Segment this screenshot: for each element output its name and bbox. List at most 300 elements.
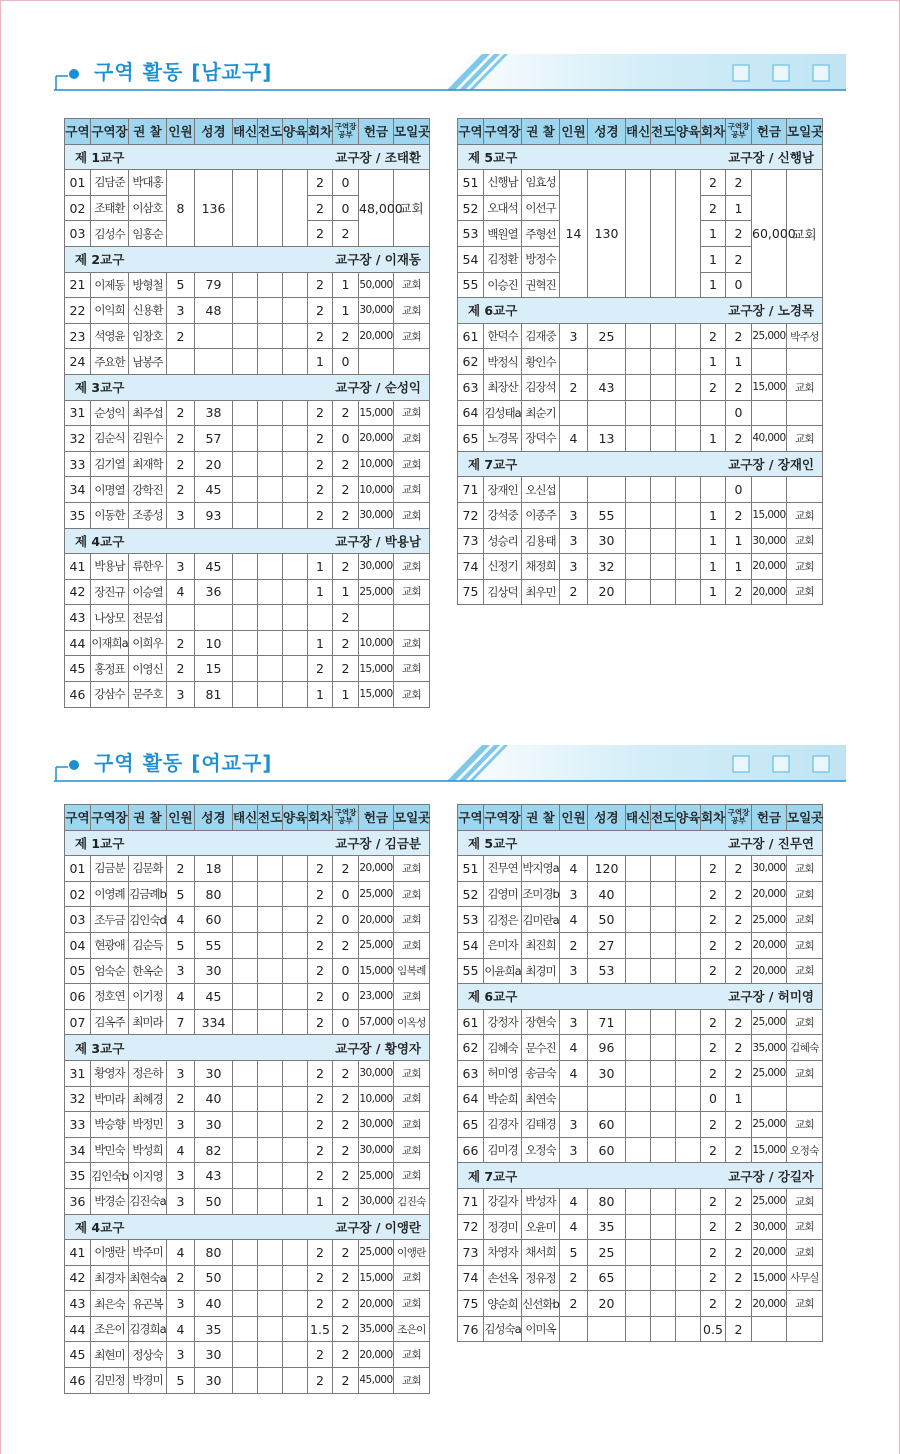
cell-leader-study: 2 xyxy=(726,1265,752,1291)
cell-offering: 30,000 xyxy=(359,1112,394,1138)
cell-meeting-place: 교회 xyxy=(787,579,823,605)
cell-evangelism xyxy=(258,579,283,605)
cell-taeshin xyxy=(233,656,258,682)
cell-evangelism xyxy=(258,958,283,984)
cell-leader: 손선옥 xyxy=(484,1265,522,1291)
table-row xyxy=(65,1060,430,1086)
cell-sessions: 2 xyxy=(701,1137,726,1163)
cell-offering: 35,000 xyxy=(752,1035,787,1061)
cell-sessions: 2 xyxy=(308,477,333,503)
section-header-men xyxy=(54,52,846,96)
cell-leader-study: 2 xyxy=(333,1086,359,1112)
cell-deacon: 김태경 xyxy=(522,1112,560,1138)
cell-bible: 35 xyxy=(195,1316,233,1342)
bullet-icon xyxy=(69,69,79,79)
cell-district: 76 xyxy=(458,1316,484,1342)
group-leader: 교구장 / 순성익 xyxy=(335,380,421,396)
cell-offering: 20,000 xyxy=(752,579,787,605)
cell-evangelism xyxy=(651,400,676,426)
section-title: 구역 활동 [여교구] xyxy=(94,751,273,775)
cell-members: 3 xyxy=(560,958,588,984)
cell-nurture xyxy=(676,1009,701,1035)
cell-taeshin xyxy=(626,1214,651,1240)
cell-leader: 이명열 xyxy=(91,477,129,503)
cell-evangelism xyxy=(651,1291,676,1317)
col-header-offering: 헌금 xyxy=(359,805,394,831)
cell-leader: 박승향 xyxy=(91,1112,129,1138)
cell-deacon: 유곤복 xyxy=(129,1291,167,1317)
cell-leader-study: 0 xyxy=(726,477,752,503)
table-row xyxy=(458,323,823,349)
cell-taeshin xyxy=(233,958,258,984)
cell-deacon: 정상숙 xyxy=(129,1342,167,1368)
cell-leader: 김기열 xyxy=(91,451,129,477)
cell-bible: 40 xyxy=(195,1291,233,1317)
table-row xyxy=(65,349,430,375)
cell-deacon: 문수진 xyxy=(522,1035,560,1061)
cell-members: 3 xyxy=(167,1163,195,1189)
cell-members: 3 xyxy=(560,554,588,580)
cell-meeting-place xyxy=(787,349,823,375)
cell-nurture xyxy=(283,656,308,682)
cell-evangelism xyxy=(651,856,676,882)
cell-leader: 엄숙순 xyxy=(91,958,129,984)
cell-bible: 334 xyxy=(195,1009,233,1035)
cell-district: 51 xyxy=(458,856,484,882)
cell-meeting-place: 교회 xyxy=(787,856,823,882)
cell-members: 2 xyxy=(560,1265,588,1291)
cell-leader: 김옥주 xyxy=(91,1009,129,1035)
cell-deacon: 방정수 xyxy=(522,246,560,272)
col-header-taeshin: 태신 xyxy=(233,805,258,831)
cell-deacon: 김미란a xyxy=(522,907,560,933)
cell-leader-study: 2 xyxy=(333,605,359,631)
cell-deacon: 최진희 xyxy=(522,932,560,958)
cell-leader-study: 2 xyxy=(726,1137,752,1163)
cell-offering: 10,000 xyxy=(359,1086,394,1112)
cell-members: 3 xyxy=(560,502,588,528)
cell-deacon: 최혜경 xyxy=(129,1086,167,1112)
table-row xyxy=(458,374,823,400)
cell-members: 2 xyxy=(560,932,588,958)
cell-offering: 15,000 xyxy=(359,1265,394,1291)
cell-nurture xyxy=(676,1265,701,1291)
cell-members xyxy=(167,605,195,631)
cell-deacon: 문주호 xyxy=(129,682,167,708)
cell-evangelism xyxy=(258,932,283,958)
cell-district: 01 xyxy=(65,170,91,196)
cell-nurture xyxy=(283,1368,308,1394)
cell-bible: 45 xyxy=(195,477,233,503)
group-header-row xyxy=(458,984,823,1010)
cell-taeshin xyxy=(233,323,258,349)
cell-members xyxy=(560,1086,588,1112)
cell-deacon: 김인숙d xyxy=(129,907,167,933)
table-row xyxy=(65,856,430,882)
table-row xyxy=(458,958,823,984)
table-row xyxy=(65,1086,430,1112)
group-leader: 교구장 / 강길자 xyxy=(728,1168,814,1184)
cell-district: 72 xyxy=(458,502,484,528)
cell-leader: 진무연 xyxy=(484,856,522,882)
group-header-row xyxy=(458,1163,823,1189)
cell-leader: 허미영 xyxy=(484,1060,522,1086)
cell-leader-study: 0 xyxy=(333,426,359,452)
cell-deacon: 최경미 xyxy=(522,958,560,984)
cell-taeshin xyxy=(626,958,651,984)
cell-deacon: 김재중 xyxy=(522,323,560,349)
cell-leader-study: 2 xyxy=(726,1214,752,1240)
cell-evangelism xyxy=(258,426,283,452)
cell-deacon: 남봉주 xyxy=(129,349,167,375)
cell-deacon: 송금숙 xyxy=(522,1060,560,1086)
cell-evangelism xyxy=(651,1035,676,1061)
cell-deacon: 정은하 xyxy=(129,1060,167,1086)
cell-meeting-place: 교회 xyxy=(787,932,823,958)
table-row xyxy=(458,1214,823,1240)
cell-taeshin xyxy=(626,502,651,528)
cell-district: 64 xyxy=(458,400,484,426)
group-header-row xyxy=(65,830,430,856)
cell-district: 22 xyxy=(65,298,91,324)
cell-taeshin xyxy=(626,426,651,452)
cell-leader: 정호연 xyxy=(91,984,129,1010)
cell-leader: 조태환 xyxy=(91,195,129,221)
cell-members: 2 xyxy=(167,400,195,426)
cell-members: 5 xyxy=(167,1368,195,1394)
cell-district: 46 xyxy=(65,682,91,708)
cell-leader: 신행남 xyxy=(484,170,522,196)
cell-deacon: 최재학 xyxy=(129,451,167,477)
cell-sessions: 2 xyxy=(701,323,726,349)
cell-bible: 30 xyxy=(195,958,233,984)
cell-sessions: 2 xyxy=(308,1060,333,1086)
cell-nurture xyxy=(676,349,701,375)
group-leader: 교구장 / 신행남 xyxy=(728,149,814,165)
cell-meeting-place: 이옥성 xyxy=(394,1009,430,1035)
table-row xyxy=(65,1240,430,1266)
cell-sessions: 1 xyxy=(701,221,726,247)
col-header-bible: 성경 xyxy=(195,119,233,145)
cell-offering: 30,000 xyxy=(752,1214,787,1240)
cell-leader-study: 2 xyxy=(333,856,359,882)
cell-members: 5 xyxy=(560,1240,588,1266)
col-header-evangelism: 전도 xyxy=(258,119,283,145)
cell-deacon: 박성자 xyxy=(522,1188,560,1214)
cell-nurture xyxy=(676,907,701,933)
cell-leader: 나상모 xyxy=(91,605,129,631)
cell-district: 54 xyxy=(458,246,484,272)
group-header xyxy=(458,144,823,170)
cell-members: 4 xyxy=(560,1188,588,1214)
cell-sessions: 2 xyxy=(308,1240,333,1266)
table-row xyxy=(458,400,823,426)
cell-taeshin xyxy=(626,1240,651,1266)
cell-bible: 93 xyxy=(195,502,233,528)
cell-members: 3 xyxy=(167,298,195,324)
cell-leader: 김민정 xyxy=(91,1368,129,1394)
cell-sessions: 2 xyxy=(308,932,333,958)
cell-bible: 45 xyxy=(195,554,233,580)
cell-evangelism xyxy=(651,528,676,554)
cell-leader: 성승리 xyxy=(484,528,522,554)
cell-evangelism xyxy=(258,1316,283,1342)
cell-offering: 20,000 xyxy=(752,881,787,907)
cell-offering: 15,000 xyxy=(359,400,394,426)
cell-offering xyxy=(752,1086,787,1112)
cell-evangelism xyxy=(651,1137,676,1163)
cell-taeshin xyxy=(626,1137,651,1163)
cell-district: 43 xyxy=(65,605,91,631)
cell-evangelism xyxy=(258,1137,283,1163)
table-row xyxy=(458,1188,823,1214)
cell-offering: 15,000 xyxy=(752,1137,787,1163)
cell-sessions: 2 xyxy=(701,195,726,221)
table-row xyxy=(458,1316,823,1342)
cell-deacon: 최순기 xyxy=(522,400,560,426)
cell-district: 45 xyxy=(65,656,91,682)
cell-taeshin xyxy=(626,1316,651,1342)
cell-deacon: 박성희 xyxy=(129,1137,167,1163)
cell-leader-study: 0 xyxy=(333,881,359,907)
cell-district: 54 xyxy=(458,932,484,958)
table-row xyxy=(65,579,430,605)
cell-sessions: 2 xyxy=(308,323,333,349)
cell-meeting-place xyxy=(787,477,823,503)
col-header-offering: 헌금 xyxy=(752,805,787,831)
cell-district: 63 xyxy=(458,374,484,400)
cell-district: 72 xyxy=(458,1214,484,1240)
cell-leader-study: 1 xyxy=(333,272,359,298)
cell-offering: 57,000 xyxy=(359,1009,394,1035)
bullet-icon xyxy=(69,760,79,770)
cell-meeting-place: 교회 xyxy=(787,426,823,452)
cell-nurture xyxy=(283,298,308,324)
cell-sessions: 1 xyxy=(701,528,726,554)
group-leader: 교구장 / 허미영 xyxy=(728,989,814,1005)
group-name: 제 6교구 xyxy=(468,303,518,319)
cell-meeting-place: 교회 xyxy=(394,1291,430,1317)
cell-members xyxy=(560,400,588,426)
table-row xyxy=(458,1112,823,1138)
cell-sessions: 1 xyxy=(701,426,726,452)
cell-offering: 23,000 xyxy=(359,984,394,1010)
cell-members: 4 xyxy=(560,856,588,882)
cell-offering: 15,000 xyxy=(359,656,394,682)
cell-evangelism xyxy=(651,958,676,984)
cell-leader: 조은이 xyxy=(91,1316,129,1342)
cell-offering: 25,000 xyxy=(359,881,394,907)
cell-nurture xyxy=(283,170,308,247)
table-row xyxy=(458,932,823,958)
cell-taeshin xyxy=(626,856,651,882)
cell-taeshin xyxy=(626,1086,651,1112)
cell-bible xyxy=(588,349,626,375)
col-header-nurture: 양육 xyxy=(283,805,308,831)
cell-bible: 55 xyxy=(195,932,233,958)
cell-offering: 25,000 xyxy=(359,1163,394,1189)
cell-offering: 50,000 xyxy=(359,272,394,298)
cell-nurture xyxy=(283,272,308,298)
col-header-sessions: 회차 xyxy=(308,119,333,145)
cell-bible xyxy=(588,400,626,426)
cell-district: 02 xyxy=(65,881,91,907)
cell-nurture xyxy=(676,528,701,554)
cell-members: 3 xyxy=(560,1009,588,1035)
cell-district: 44 xyxy=(65,1316,91,1342)
cell-offering: 20,000 xyxy=(359,1291,394,1317)
table-row xyxy=(65,1188,430,1214)
cell-deacon: 박경미 xyxy=(129,1368,167,1394)
cell-taeshin xyxy=(233,630,258,656)
cell-leader: 김상덕 xyxy=(484,579,522,605)
cell-bible: 25 xyxy=(588,1240,626,1266)
cell-nurture xyxy=(283,682,308,708)
cell-district: 55 xyxy=(458,958,484,984)
cell-nurture xyxy=(283,1086,308,1112)
cell-evangelism xyxy=(651,907,676,933)
cell-offering: 25,000 xyxy=(752,323,787,349)
table-row xyxy=(65,656,430,682)
cell-bible: 45 xyxy=(195,984,233,1010)
cell-district: 45 xyxy=(65,1342,91,1368)
cell-leader-study: 0 xyxy=(333,984,359,1010)
cell-district: 35 xyxy=(65,502,91,528)
table-row xyxy=(458,1086,823,1112)
cell-taeshin xyxy=(626,881,651,907)
table-row xyxy=(65,298,430,324)
cell-offering: 25,000 xyxy=(752,1188,787,1214)
cell-deacon: 박주미 xyxy=(129,1240,167,1266)
cell-leader-study: 2 xyxy=(726,1291,752,1317)
cell-leader-study: 2 xyxy=(333,932,359,958)
cell-evangelism xyxy=(651,1188,676,1214)
cell-district: 32 xyxy=(65,1086,91,1112)
table-row xyxy=(65,958,430,984)
cell-members: 4 xyxy=(167,907,195,933)
cell-bible: 136 xyxy=(195,170,233,247)
cell-offering: 15,000 xyxy=(752,1265,787,1291)
col-header-leader: 구역장 xyxy=(484,119,522,145)
cell-offering: 40,000 xyxy=(752,426,787,452)
cell-district: 23 xyxy=(65,323,91,349)
cell-evangelism xyxy=(258,323,283,349)
cell-evangelism xyxy=(258,1060,283,1086)
cell-leader: 최경자 xyxy=(91,1265,129,1291)
cell-sessions: 2 xyxy=(308,1342,333,1368)
cell-bible: 96 xyxy=(588,1035,626,1061)
cell-meeting-place: 교회 xyxy=(787,1188,823,1214)
cell-taeshin xyxy=(233,1060,258,1086)
cell-nurture xyxy=(283,1009,308,1035)
cell-evangelism xyxy=(651,1240,676,1266)
cell-evangelism xyxy=(258,400,283,426)
cell-deacon: 최현숙a xyxy=(129,1265,167,1291)
cell-leader: 이재희a xyxy=(91,630,129,656)
cell-leader-study: 1 xyxy=(726,554,752,580)
group-name: 제 6교구 xyxy=(468,989,518,1005)
cell-meeting-place: 교회 xyxy=(394,426,430,452)
cell-sessions: 1 xyxy=(701,579,726,605)
cell-deacon: 이희우 xyxy=(129,630,167,656)
cell-taeshin xyxy=(626,1291,651,1317)
cell-members: 4 xyxy=(560,426,588,452)
group-name: 제 1교구 xyxy=(75,835,125,851)
cell-leader: 이익희 xyxy=(91,298,129,324)
col-header-meeting-place: 모일곳 xyxy=(787,119,823,145)
cell-members: 8 xyxy=(167,170,195,247)
cell-leader-study: 2 xyxy=(333,1137,359,1163)
cell-nurture xyxy=(676,1137,701,1163)
cell-bible: 81 xyxy=(195,682,233,708)
cell-bible: 80 xyxy=(195,881,233,907)
section-header-women xyxy=(54,743,846,787)
cell-district: 55 xyxy=(458,272,484,298)
col-header-sessions: 회차 xyxy=(701,805,726,831)
cell-sessions: 2 xyxy=(701,1291,726,1317)
col-header-taeshin: 태신 xyxy=(233,119,258,145)
group-leader: 교구장 / 황영자 xyxy=(335,1040,421,1056)
table-row xyxy=(458,1009,823,1035)
table-row xyxy=(65,272,430,298)
cell-taeshin xyxy=(233,1316,258,1342)
cell-leader-study: 1 xyxy=(726,349,752,375)
cell-nurture xyxy=(283,1316,308,1342)
cell-offering: 10,000 xyxy=(359,630,394,656)
cell-evangelism xyxy=(651,502,676,528)
cell-meeting-place xyxy=(787,400,823,426)
cell-deacon: 김용태 xyxy=(522,528,560,554)
cell-district: 44 xyxy=(65,630,91,656)
cell-sessions: 1 xyxy=(701,272,726,298)
cell-taeshin xyxy=(626,1035,651,1061)
cell-taeshin xyxy=(233,1265,258,1291)
cell-taeshin xyxy=(233,1009,258,1035)
cell-nurture xyxy=(283,1060,308,1086)
table-row xyxy=(65,1291,430,1317)
cell-bible xyxy=(588,477,626,503)
cell-leader: 김성수 xyxy=(91,221,129,247)
cell-leader-study: 2 xyxy=(333,1265,359,1291)
cell-nurture xyxy=(283,1291,308,1317)
group-name: 제 3교구 xyxy=(75,1040,125,1056)
cell-taeshin xyxy=(233,554,258,580)
cell-nurture xyxy=(676,426,701,452)
cell-bible: 60 xyxy=(588,1112,626,1138)
cell-offering xyxy=(752,477,787,503)
table-row xyxy=(458,477,823,503)
cell-leader-study: 2 xyxy=(333,1240,359,1266)
table-row xyxy=(458,170,823,196)
table-row xyxy=(65,605,430,631)
cell-district: 51 xyxy=(458,170,484,196)
cell-leader-study: 2 xyxy=(333,221,359,247)
cell-leader-study: 1 xyxy=(333,682,359,708)
cell-leader: 김미경 xyxy=(484,1137,522,1163)
cell-leader-study: 0 xyxy=(333,170,359,196)
cell-district: 75 xyxy=(458,1291,484,1317)
cell-meeting-place: 교회 xyxy=(394,1368,430,1394)
col-header-offering: 헌금 xyxy=(752,119,787,145)
cell-evangelism xyxy=(258,1291,283,1317)
cell-leader-study: 2 xyxy=(333,477,359,503)
cell-taeshin xyxy=(233,579,258,605)
cell-leader-study: 0 xyxy=(333,349,359,375)
cell-leader: 이윤희a xyxy=(484,958,522,984)
cell-leader: 김영미 xyxy=(484,881,522,907)
cell-sessions: 2 xyxy=(308,400,333,426)
cell-leader-study: 2 xyxy=(333,1112,359,1138)
